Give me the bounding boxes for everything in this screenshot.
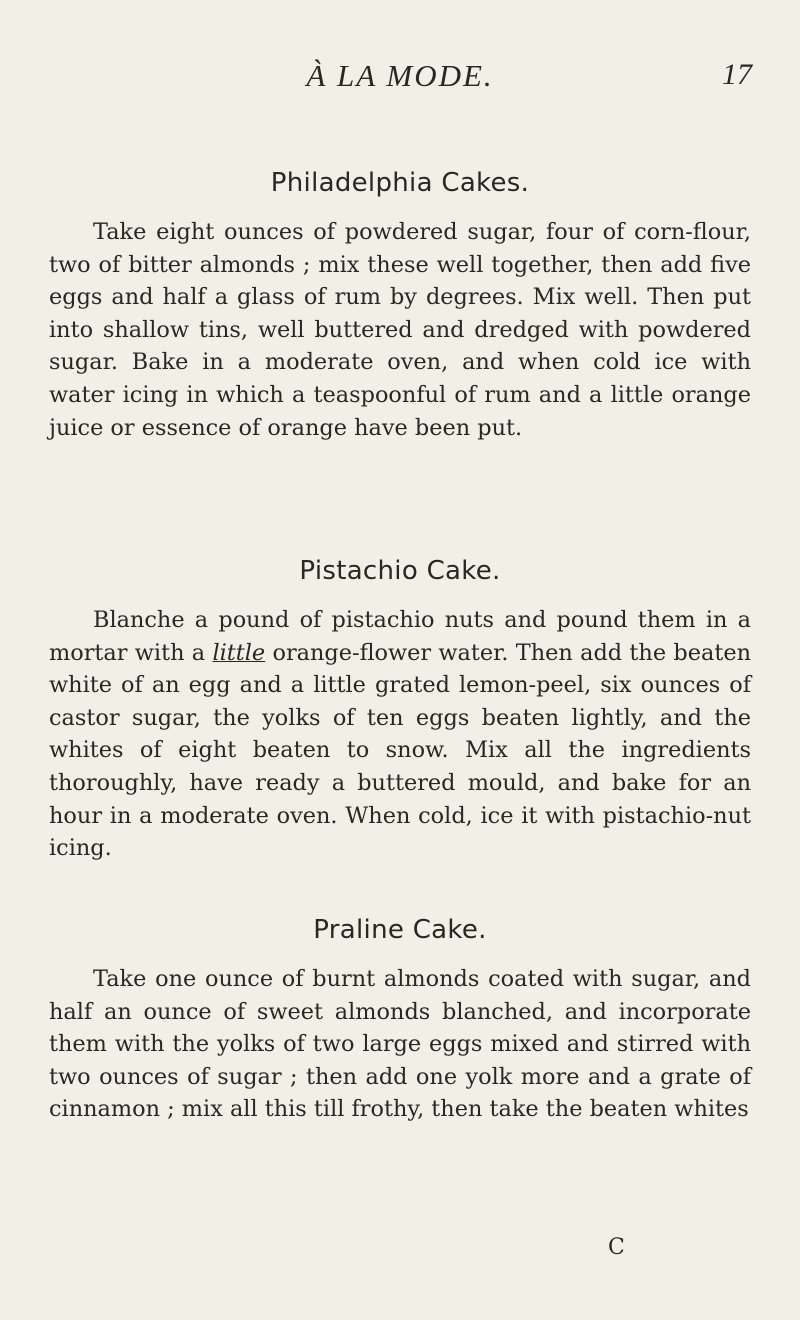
recipe-praline-cake (49, 915, 751, 1126)
page-number: 17 (722, 58, 752, 91)
recipe-body (49, 604, 751, 865)
emphasis-word: little (212, 639, 266, 666)
running-head (0, 58, 800, 98)
recipe-body-part: Blanche a pound of pistachio nuts and pound them in a mortar with a (49, 607, 751, 666)
recipe-title: Philadelphia Cakes. (270, 168, 530, 198)
recipe-body: Take one ounce of burnt almonds coated with sugar, and half an ounce of sweet almonds blanched, and incorporate them with the yolks of two large eggs mixed and stirred with two ounces of sugar ; then add one yolk more and a grate of cinnamon ; mix all this till frothy, then take the beaten whites (49, 966, 751, 1123)
recipe-pistachio-cake (49, 556, 751, 865)
recipe-title: Praline Cake. (313, 915, 487, 945)
signature-mark: C (608, 1235, 625, 1260)
recipe-philadelphia-cakes (49, 168, 751, 444)
recipe-title: Pistachio Cake. (299, 556, 501, 586)
recipe-body: Take eight ounces of powdered sugar, four of corn-flour, two of bitter almonds ; mix these well together, then add five eggs and half a glass of rum by degrees. Mix well. Then put into shallow tins, well buttered and dredged with powdered sugar. Bake in a moderate oven, and when cold ice with water icing in which a teaspoonful of rum and a little orange juice or essence of orange have been put. (49, 219, 751, 441)
running-title: À LA MODE. (306, 58, 494, 93)
recipe-body-part: orange-flower water. Then add the beaten white of an egg and a little grated lemon-peel, six ounces of castor sugar, the yolks of ten eggs beaten lightly, and the whites of eight beaten to snow. Mix all the ingredients thoroughly, have ready a buttered mould, and bake for an hour in a moderate oven. When cold, ice it with pistachio-nut icing. (49, 639, 751, 862)
